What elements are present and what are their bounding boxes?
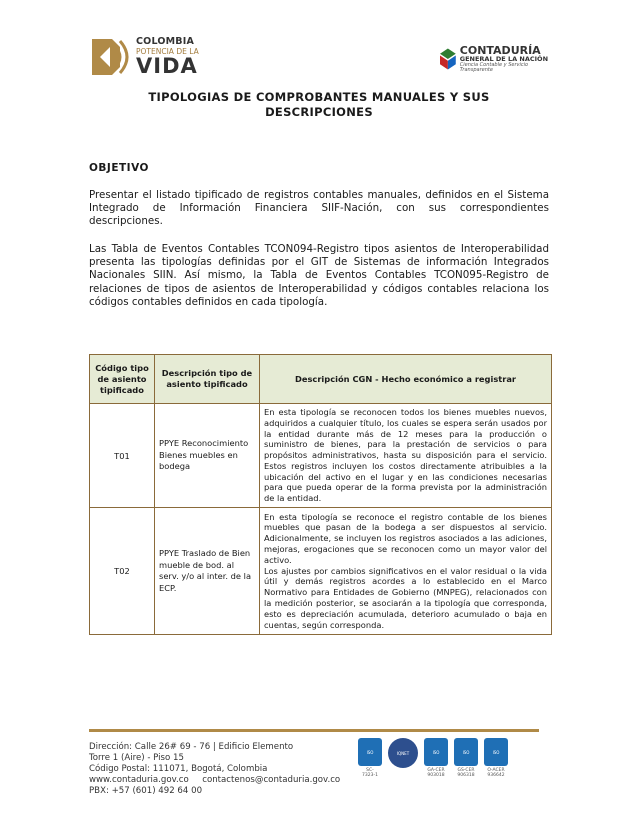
footer-email-link[interactable]: contactenos@contaduria.gov.co bbox=[202, 775, 341, 785]
certification-item bbox=[388, 738, 418, 768]
certification-item bbox=[454, 738, 478, 778]
footer-tower: Torre 1 (Aire) - Piso 15 bbox=[89, 753, 184, 763]
icontec-iso-badge-icon: ISO bbox=[358, 738, 382, 766]
footer-contact bbox=[89, 742, 340, 797]
title-line-2: DESCRIPCIONES bbox=[265, 105, 373, 119]
contaduria-name: CONTADURÍA bbox=[459, 43, 541, 57]
colombia-potencia-logo bbox=[90, 34, 215, 80]
table-row bbox=[90, 404, 552, 508]
cert-code: GA-CER 903018 bbox=[427, 768, 445, 778]
certification-item bbox=[358, 738, 382, 778]
contaduria-subtitle: GENERAL DE LA NACIÓN bbox=[459, 55, 549, 64]
contaduria-tagline: Ciencia Contable y Servicio Transparente bbox=[459, 61, 529, 74]
contaduria-logo bbox=[440, 42, 550, 76]
table-header-row bbox=[90, 355, 552, 404]
document-title bbox=[96, 90, 542, 120]
row-cgn: En esta tipología se reconocen todos los bienes muebles nuevos, adquiridos a cualquier título, los cuales se espera serán usados por la entidad durante más de 12 meses para la producción o suministro de bienes, para la prestación de servicios o para propósitos administrativos, hasta su disposición para el servicio. Estos registros incluyen los costos directamente atribuibles a la ubicación del activo en el lugar y en las condiciones necesarias para que pueda operar de la forma prevista por la administración de la entidad. bbox=[260, 404, 552, 508]
icontec-iso-badge-icon: ISO bbox=[424, 738, 448, 766]
row-cgn: En esta tipología se reconoce el registro contable de los bienes muebles que pasan de la bodega a ser dispuestos al servicio. Adicionalmente, se incluyen los registros asociados a las adiciones, mejoras, erogaciones que se reconocen como un mayor valor del activo. Los ajustes por cambios significativos en el valor residual o la vida útil y demás registros acordes a lo establecido en el Marco Normativo para Entidades de Gobierno (MNPEG), relacionados con la medición posterior, se asociarán a la tipología que corresponda, esto es depreciación acumulada, deterioro acumulado o baja en cuentas, según corresponda. bbox=[260, 508, 552, 635]
footer-phone: PBX: +57 (601) 492 64 00 bbox=[89, 786, 203, 796]
header-codigo: Código tipo de asiento tipificado bbox=[90, 355, 155, 404]
row-desc: PPYE Reconocimiento Bienes muebles en bodega bbox=[155, 404, 260, 508]
logo-line-2: POTENCIA DE LA bbox=[136, 46, 199, 56]
certification-item bbox=[484, 738, 508, 778]
table-row bbox=[90, 508, 552, 635]
header-descripcion: Descripción tipo de asiento tipificado bbox=[155, 355, 260, 404]
footer-divider bbox=[89, 729, 539, 732]
icontec-iso-badge-icon: ISO bbox=[484, 738, 508, 766]
colombia-logo-icon bbox=[90, 35, 132, 79]
row-desc: PPYE Traslado de Bien mueble de bod. al serv. y/o al inter. de la ECP. bbox=[155, 508, 260, 635]
cert-code: O-ACER 936642 bbox=[487, 768, 505, 778]
contaduria-logo-icon bbox=[440, 47, 456, 71]
footer-website-link[interactable]: www.contaduria.gov.co bbox=[89, 775, 189, 785]
tipologias-table bbox=[89, 354, 552, 635]
logo-line-1: COLOMBIA bbox=[136, 36, 195, 47]
header-cgn: Descripción CGN - Hecho económico a registrar bbox=[260, 355, 552, 404]
certification-item bbox=[424, 738, 448, 778]
iqnet-seal-icon: IQNET bbox=[388, 738, 418, 768]
footer-postal: Código Postal: 111071, Bogotá, Colombia bbox=[89, 764, 268, 774]
objetivo-heading: OBJETIVO bbox=[89, 162, 149, 174]
paragraph-tablas: Las Tabla de Eventos Contables TCON094-Registro tipos asientos de Interoperabilidad presenta las tipologías definidas por el GIT de Sistemas de información Integrados Nacionales SIIN. Así mismo, la Tabla de Eventos Contables TCON095-Registro de relaciones de tipos de asientos de Interoperabilidad y códigos contables relaciona los códigos contables definidos en cada tipología. bbox=[89, 243, 549, 308]
title-line-1: TIPOLOGIAS DE COMPROBANTES MANUALES Y SUS bbox=[148, 90, 490, 104]
cert-code: GS-CER 906318 bbox=[457, 768, 475, 778]
footer-address: Dirección: Calle 26# 69 - 76 | Edificio Elemento bbox=[89, 742, 294, 752]
row-code: T01 bbox=[90, 404, 155, 508]
cert-code: SC- 7323-1 bbox=[362, 768, 378, 778]
certifications bbox=[358, 738, 548, 798]
logo-line-3: VIDA bbox=[136, 54, 198, 78]
paragraph-objetivo: Presentar el listado tipificado de registros contables manuales, definidos en el Sistema Integrado de Información Financiera SIIF-Nación, con sus correspondientes descripciones. bbox=[89, 189, 549, 228]
icontec-iso-badge-icon: ISO bbox=[454, 738, 478, 766]
row-code: T02 bbox=[90, 508, 155, 635]
